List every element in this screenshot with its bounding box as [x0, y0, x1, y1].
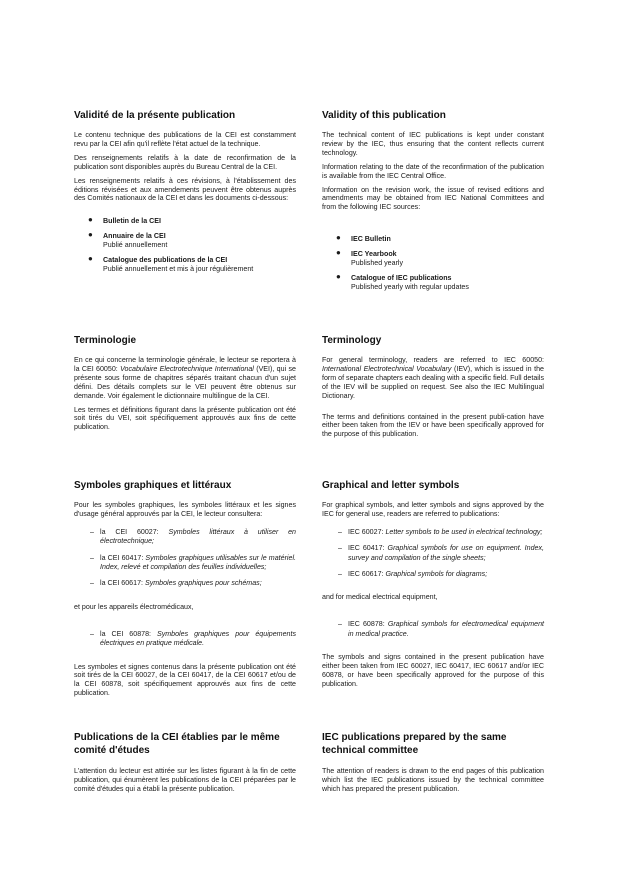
paragraph: The terms and definitions contained in the present publi-cation have either been taken from the IEV or have been specifically approved for the purpose of this publication.	[322, 412, 544, 439]
list-item-title: Catalogue des publications de la CEI	[103, 256, 228, 265]
bullet-icon: ●	[88, 230, 93, 240]
bullet-icon: ●	[336, 271, 341, 281]
list-item-subtitle: Published yearly with regular updates	[351, 282, 469, 291]
reference-item: – la CEI 60878: Symboles graphiques pour équipements électriques en pratique médicale.	[90, 629, 296, 648]
section-symbols-en	[322, 479, 544, 694]
list-item	[74, 217, 296, 226]
section-symbols-fr	[74, 479, 296, 703]
section-committee-fr	[74, 731, 296, 799]
reference-item: – IEC 60878: Graphical symbols for electromedical equipment in medical practice.	[338, 620, 544, 638]
paragraph: Le contenu technique des publications de la CEI est constamment revu par la CEI afin qu'il reflète l'état actuel de la technique.	[74, 131, 296, 148]
heading-committee-en: IEC publications prepared by the same technical committee	[322, 732, 507, 756]
list-item-title: Annuaire de la CEI	[103, 232, 166, 241]
bullet-icon: ●	[336, 248, 341, 258]
list-item-subtitle: Published yearly	[351, 259, 404, 268]
section-validity-en	[322, 109, 544, 298]
list-item	[74, 232, 296, 250]
reference-item: – IEC 60617: Graphical symbols for diagrams;	[338, 570, 488, 579]
list-item-subtitle: Publié annuellement et mis à jour régulièrement	[103, 264, 254, 273]
paragraph: and for medical electrical equipment,	[322, 593, 438, 602]
list-item	[74, 256, 296, 274]
list-item	[322, 271, 544, 292]
paragraph: Les termes et définitions figurant dans la présente publication ont été soit tirés du VEI, soit spécifiquement approuvés aux fins de cette publication.	[74, 405, 296, 432]
paragraph: L'attention du lecteur est attirée sur les listes figurant à la fin de cette publication, qui énumèrent les publications de la CEI préparées par le comité d'études qui a établi la présente publication.	[74, 767, 296, 793]
paragraph: En ce qui concerne la terminologie générale, le lecteur se reportera à la CEI 60050: Vocabulaire Electrotechnique International (VEI), qui se présente sous forme de chapitres séparés traitant chacun d'un sujet défini. Des détails complets sur le VEI peuvent être obtenus sur demande. Voir également le dictionnaire multilingue de la CEI.	[74, 356, 296, 400]
paragraph: Les symboles et signes contenus dans la présente publication ont été soit tirés de la CEI 60027, de la CEI 60417, de la CEI 60617 et/ou de la CEI 60878, soit spécifiquement approuvés aux fins de cette publication.	[74, 662, 296, 698]
list-item-title: IEC Bulletin	[351, 235, 391, 244]
heading-symbols-fr: Symboles graphiques et littéraux	[74, 480, 232, 491]
heading-terminology-en: Terminology	[322, 335, 382, 346]
heading-terminology-fr: Terminologie	[74, 335, 137, 346]
reference-item: – la CEI 60417: Symboles graphiques utilisables sur le matériel. Index, relevé et compilation des feuilles individuelles;	[90, 553, 297, 572]
heading-validity-fr: Validité de la présente publication	[74, 110, 236, 121]
reference-item: – IEC 60417: Graphical symbols for use on equipment. Index, survey and compilation of the single sheets;	[338, 544, 544, 562]
sources-list-fr	[74, 217, 296, 274]
paragraph: Les renseignements relatifs à ces révisions, à l'établissement des éditions révisées et aux amendements peuvent être obtenus auprès des Comités nationaux de la CEI et dans les documents ci-dessous:	[74, 176, 296, 203]
list-item-title: Catalogue of IEC publications	[351, 273, 452, 282]
list-item-title: Bulletin de la CEI	[103, 217, 161, 226]
list-item	[322, 250, 544, 268]
paragraph: et pour les appareils électromédicaux,	[74, 602, 194, 611]
section-validity-fr	[74, 109, 296, 280]
heading-symbols-en: Graphical and letter symbols	[322, 480, 460, 491]
sources-list-en	[322, 235, 544, 292]
bullet-icon: ●	[88, 254, 93, 264]
paragraph: Des renseignements relatifs à la date de reconfirmation de la publication sont disponibles auprès du Bureau Central de la CEI.	[74, 153, 296, 171]
reference-item: – la CEI 60027: Symboles littéraux à utiliser en électrotechnique;	[90, 527, 297, 546]
reference-item: – IEC 60027: Letter symbols to be used in electrical technology;	[338, 527, 543, 536]
reference-item: – la CEI 60617: Symboles graphiques pour schémas;	[90, 579, 262, 588]
paragraph: For general terminology, readers are referred to IEC 60050: International Electrotechnical Vocabulary (IEV), which is issued in the form of separate chapters each dealing with a specific field. Full details of the IEV will be supplied on request. See also the IEC Multilingual Dictionary.	[322, 356, 544, 400]
paragraph: The symbols and signs contained in the present publication have either been taken from IEC 60027, IEC 60417, IEC 60617 and/or IEC 60878, or have been specifically approved for the purpose of this publication.	[322, 653, 544, 688]
heading-committee-fr: Publications de la CEI établies par le même comité d'études	[74, 732, 280, 756]
paragraph: Information relating to the date of the reconfirmation of the publication is available from the IEC Central Office.	[322, 162, 544, 180]
paragraph: The attention of readers is drawn to the end pages of this publication which list the IEC publications issued by the technical committee which has prepared the present publication.	[322, 767, 544, 793]
section-committee-en	[322, 731, 544, 799]
paragraph: The technical content of IEC publications is kept under constant review by the IEC, thus ensuring that the content reflects current technology.	[322, 131, 544, 157]
heading-validity-en: Validity of this publication	[322, 110, 446, 121]
list-item-title: IEC Yearbook	[351, 250, 397, 259]
paragraph: Information on the revision work, the issue of revised editions and amendments may be obtained from IEC National Committees and from the following IEC sources:	[322, 185, 544, 212]
list-item	[322, 235, 544, 244]
bullet-icon: ●	[336, 233, 341, 243]
section-terminology-en	[322, 334, 544, 444]
bullet-icon: ●	[88, 215, 93, 225]
section-terminology-fr	[74, 334, 296, 437]
paragraph: For graphical symbols, and letter symbols and signs approved by the IEC for general use, readers are referred to publications:	[322, 501, 544, 518]
list-item-subtitle: Publié annuellement	[103, 241, 168, 250]
paragraph: Pour les symboles graphiques, les symboles littéraux et les signes d'usage général approuvés par la CEI, le lecteur consultera:	[74, 501, 296, 518]
